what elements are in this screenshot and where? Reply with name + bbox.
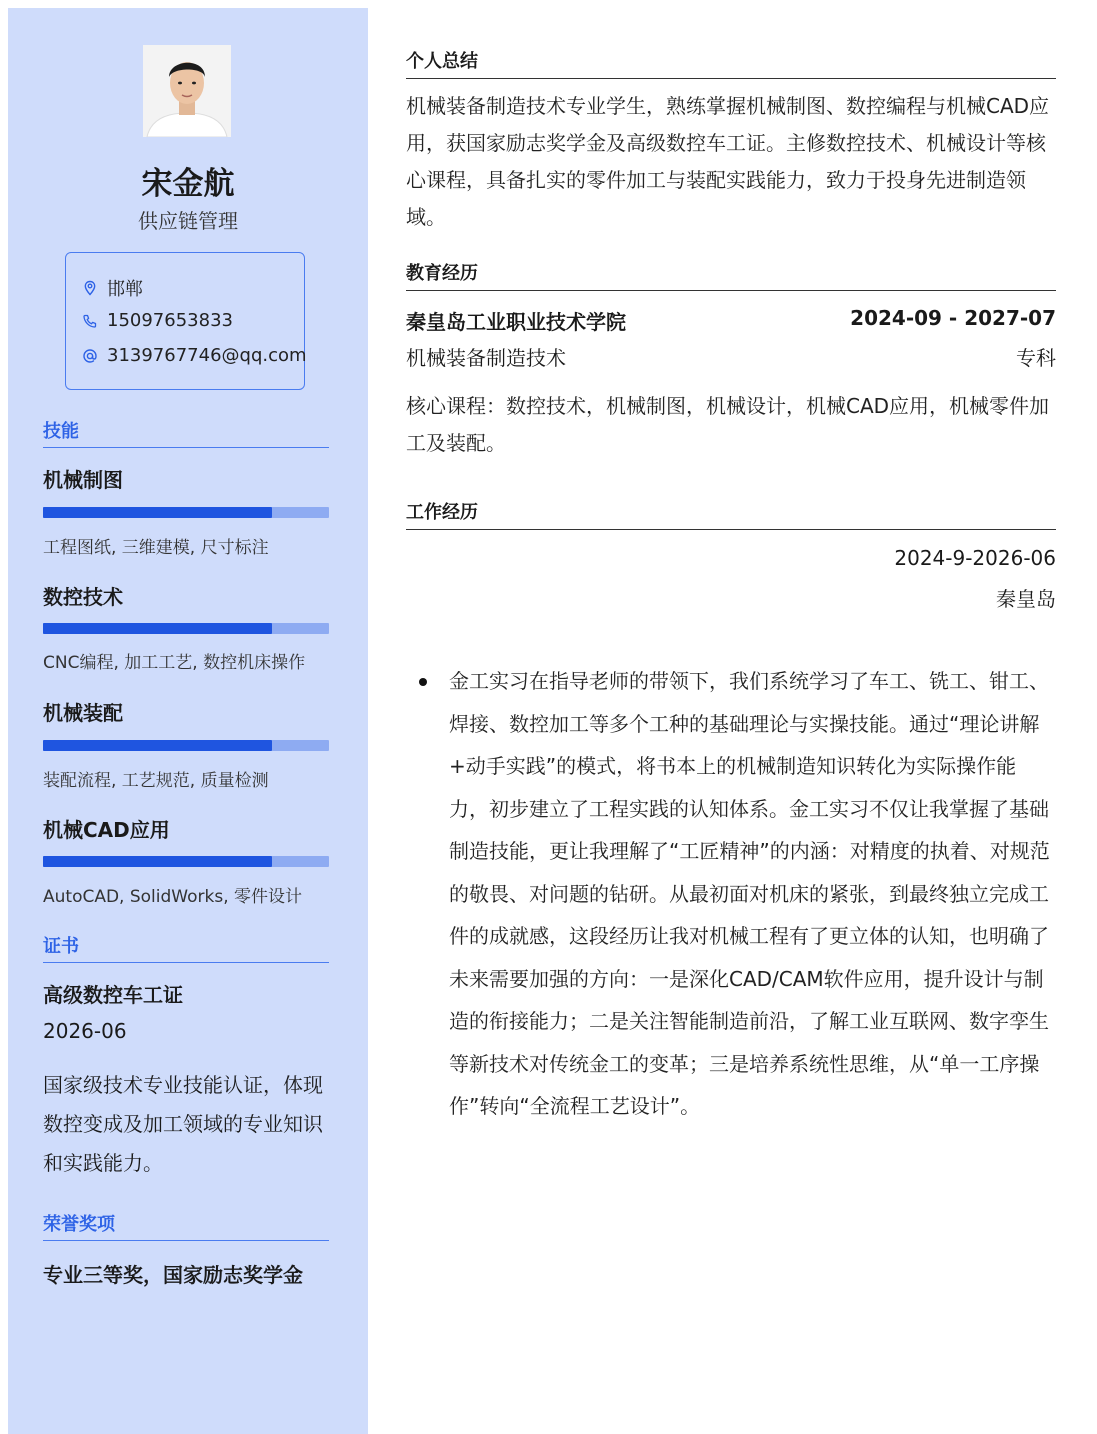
location-pin-icon — [82, 280, 98, 296]
certificate-name: 高级数控车工证 — [43, 983, 183, 1007]
skill-bar-fill — [43, 856, 272, 867]
work-heading: 工作经历 — [406, 498, 1056, 530]
education-row-major — [406, 342, 1056, 371]
contact-email[interactable] — [82, 345, 307, 366]
skills-heading: 技能 — [43, 417, 329, 448]
skill-bar — [43, 856, 329, 867]
skill-name: 机械CAD应用 — [43, 818, 170, 842]
avatar — [143, 45, 231, 137]
certificate-description: 国家级技术专业技能认证，体现数控变成及加工领域的专业知识和实践能力。 — [43, 1073, 323, 1175]
contact-location-text: 邯郸 — [107, 279, 143, 300]
skill-name: 机械制图 — [43, 468, 123, 492]
skill-bar — [43, 623, 329, 634]
profile-role: 供应链管理 — [138, 209, 238, 233]
contact-location — [82, 275, 143, 301]
avatar-photo — [143, 45, 231, 137]
list-item: 金工实习在指导老师的带领下，我们系统学习了车工、铣工、钳工、焊接、数控加工等多个工种的基础理论与实操技能。通过“理论讲解+动手实践”的模式，将书本上的机械制造知识转化为实际操作能力，初步建立了工程实践的认知体系。金工实习不仅让我掌握了基础制造技能，更让我理解了“工匠精神”的内涵：对精度的执着、对规范的敬畏、对问题的钻研。从最初面对机床的紧张，到最终独立完成工件的成就感，这段经历让我对机械工程有了更立体的认知，也明确了未来需要加强的方向：一是深化CAD/CAM软件应用，提升设计与制造的衔接能力；二是关注智能制造前沿，了解工业互联网、数字孪生等新技术对传统金工的变革；三是培养系统性思维，从“单一工序操作”转向“全流程工艺设计”。 — [406, 660, 1056, 1128]
education-major: 机械装备制造技术 — [406, 346, 566, 370]
sidebar — [8, 8, 368, 1434]
education-courses: 核心课程：数控技术，机械制图，机械设计，机械CAD应用，机械零件加工及装配。 — [406, 394, 1050, 455]
skill-name: 机械装配 — [43, 701, 123, 725]
honors-text: 专业三等奖，国家励志奖学金 — [43, 1263, 303, 1287]
work-location: 秦皇岛 — [996, 587, 1056, 611]
education-row-school — [406, 306, 1056, 335]
education-degree: 专科 — [1016, 346, 1056, 370]
honors-heading: 荣誉奖项 — [43, 1210, 329, 1241]
education-school: 秦皇岛工业职业技术学院 — [406, 310, 626, 334]
contact-email-text: 3139767746@qq.com — [107, 345, 307, 366]
work-bullets — [406, 660, 1056, 1128]
skill-bar-fill — [43, 507, 272, 518]
summary-heading: 个人总结 — [406, 47, 1056, 79]
skill-name: 数控技术 — [43, 585, 123, 609]
skill-tags: AutoCAD, SolidWorks, 零件设计 — [43, 887, 303, 907]
phone-icon — [82, 313, 98, 329]
certificate-heading: 证书 — [43, 932, 329, 963]
skill-tags: 工程图纸, 三维建模, 尺寸标注 — [43, 538, 269, 558]
skill-tags: 装配流程, 工艺规范, 质量检测 — [43, 771, 269, 791]
work-period: 2024-9-2026-06 — [894, 546, 1056, 570]
contact-phone-text: 15097653833 — [107, 310, 233, 331]
education-heading: 教育经历 — [406, 259, 1056, 291]
profile-name: 宋金航 — [141, 166, 235, 202]
skill-tags: CNC编程, 加工工艺, 数控机床操作 — [43, 653, 306, 673]
work-period-row — [406, 546, 1056, 570]
skill-bar-fill — [43, 623, 272, 634]
education-period: 2024-09 - 2027-07 — [850, 306, 1056, 330]
summary-text: 机械装备制造技术专业学生，熟练掌握机械制图、数控编程与机械CAD应用，获国家励志奖学金及高级数控车工证。主修数控技术、机械设计等核心课程，具备扎实的零件加工与装配实践能力，致力于投身先进制造领域。 — [406, 94, 1050, 229]
skill-bar — [43, 740, 329, 751]
skill-bar — [43, 507, 329, 518]
contact-phone[interactable] — [82, 310, 233, 331]
work-location-row — [406, 583, 1056, 612]
certificate-date: 2026-06 — [43, 1019, 127, 1043]
contact-box — [65, 252, 305, 390]
skill-bar-fill — [43, 740, 272, 751]
email-at-icon — [82, 348, 98, 364]
